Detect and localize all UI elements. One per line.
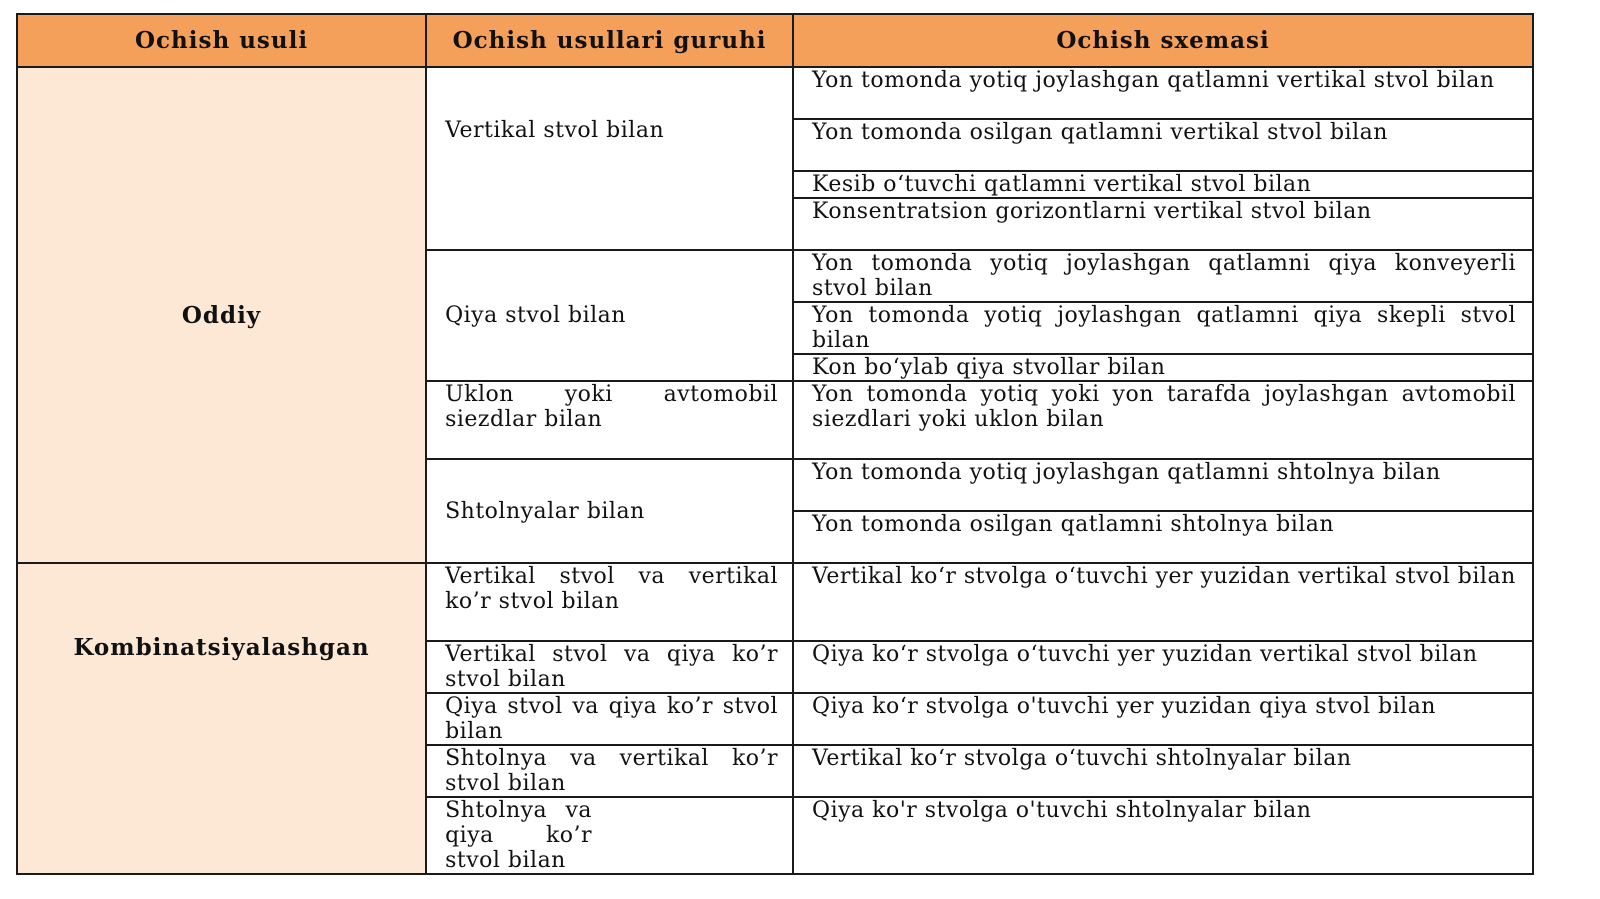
scheme-cell: Yon tomonda yotiq joylashgan qatlamni qiya skepli stvol bilan bbox=[793, 302, 1533, 354]
group-cell: Qiya stvol va qiya ko’r stvol bilan bbox=[426, 693, 793, 745]
scheme-cell: Qiya ko'r stvolga o'tuvchi shtolnyalar bilan bbox=[793, 797, 1533, 874]
scheme-cell: Yon tomonda osilgan qatlamni vertikal stvol bilan bbox=[793, 119, 1533, 171]
scheme-cell: Qiya ko‘r stvolga o‘tuvchi yer yuzidan vertikal stvol bilan bbox=[793, 641, 1533, 693]
header-scheme: Ochish sxemasi bbox=[793, 14, 1533, 67]
scheme-cell: Yon tomonda yotiq yoki yon tarafda joylashgan avtomobil siezdlari yoki uklon bilan bbox=[793, 381, 1533, 459]
scheme-cell: Yon tomonda yotiq joylashgan qatlamni shtolnya bilan bbox=[793, 459, 1533, 511]
scheme-cell: Yon tomonda yotiq joylashgan qatlamni vertikal stvol bilan bbox=[793, 67, 1533, 119]
scheme-cell: Vertikal ko‘r stvolga o‘tuvchi yer yuzidan vertikal stvol bilan bbox=[793, 563, 1533, 641]
group-cell: Vertikal stvol va vertikal ko’r stvol bilan bbox=[426, 563, 793, 641]
table-container bbox=[16, 13, 1534, 875]
group-cell: Vertikal stvol bilan bbox=[426, 67, 793, 250]
table-row bbox=[17, 67, 1533, 119]
table-row bbox=[17, 563, 1533, 641]
group-cell: Shtolnya va qiya ko’r stvol bilan bbox=[426, 797, 793, 874]
header-group: Ochish usullari guruhi bbox=[426, 14, 793, 67]
method-cell-oddiy: Oddiy bbox=[17, 67, 426, 563]
group-cell: Uklon yoki avtomobil siezdlar bilan bbox=[426, 381, 793, 459]
scheme-cell: Qiya ko‘r stvolga o'tuvchi yer yuzidan qiya stvol bilan bbox=[793, 693, 1533, 745]
group-cell: Shtolnyalar bilan bbox=[426, 459, 793, 563]
header-row bbox=[17, 14, 1533, 67]
group-cell: Qiya stvol bilan bbox=[426, 250, 793, 381]
mining-methods-table bbox=[16, 13, 1534, 875]
scheme-cell: Vertikal ko‘r stvolga o‘tuvchi shtolnyalar bilan bbox=[793, 745, 1533, 797]
group-cell: Shtolnya va vertikal ko’r stvol bilan bbox=[426, 745, 793, 797]
scheme-cell: Yon tomonda yotiq joylashgan qatlamni qiya konveyerli stvol bilan bbox=[793, 250, 1533, 302]
group-cell: Vertikal stvol va qiya ko’r stvol bilan bbox=[426, 641, 793, 693]
scheme-cell: Kon bo‘ylab qiya stvollar bilan bbox=[793, 354, 1533, 381]
method-cell-kombinatsiyalashgan: Kombinatsiyalashgan bbox=[17, 563, 426, 874]
header-method: Ochish usuli bbox=[17, 14, 426, 67]
scheme-cell: Yon tomonda osilgan qatlamni shtolnya bilan bbox=[793, 511, 1533, 563]
scheme-cell: Kesib o‘tuvchi qatlamni vertikal stvol bilan bbox=[793, 171, 1533, 198]
scheme-cell: Konsentratsion gorizontlarni vertikal stvol bilan bbox=[793, 198, 1533, 250]
